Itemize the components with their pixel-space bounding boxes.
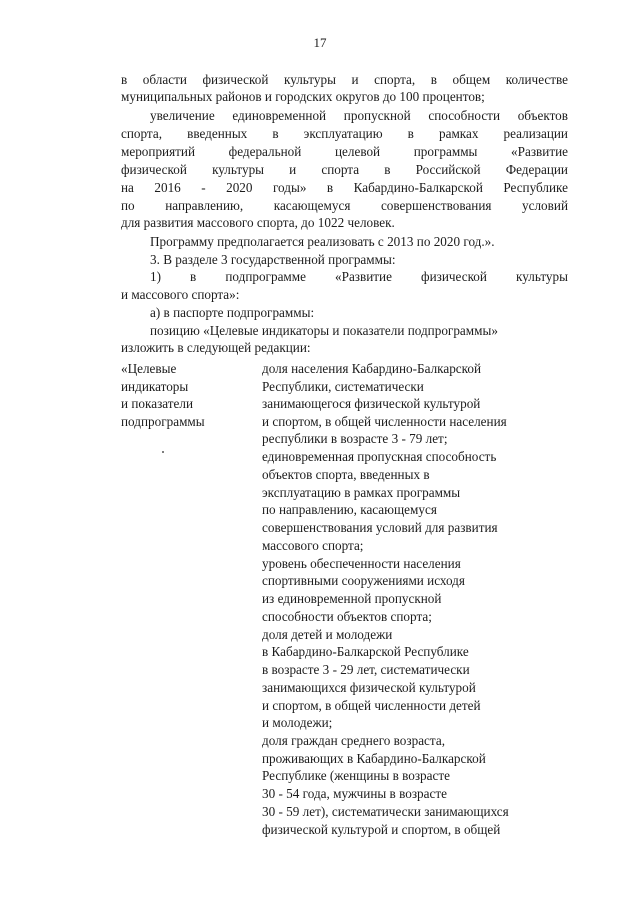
value-line: Республике (женщины в возрасте [262, 768, 450, 783]
paragraph-line: 3. В разделе 3 государственной программы: [150, 252, 396, 267]
paragraph-line: в области физической культуры и спорта, в общем количестве [121, 72, 568, 87]
paragraph-line: муниципальных районов и городских округов до 100 процентов; [121, 89, 485, 104]
value-line: Республики, систематически [262, 379, 424, 394]
paragraph-line: 1) в подпрограмме «Развитие физической культуры [150, 269, 568, 284]
paragraph-line: а) в паспорте подпрограммы: [150, 305, 315, 320]
paragraph-line: Программу предполагается реализовать с 2013 по 2020 год.». [150, 234, 495, 249]
value-line: в возрасте 3 - 29 лет, систематически [262, 662, 470, 677]
value-line: проживающих в Кабардино-Балкарской [262, 751, 486, 766]
paragraph-line: физической культуры и спорта в Российской Федерации [121, 162, 568, 177]
value-line: 30 - 54 года, мужчины в возрасте [262, 786, 447, 801]
value-line: доля населения Кабардино-Балкарской [262, 361, 482, 376]
paragraph-line: по направлению, касающемуся совершенствования условий [121, 198, 568, 213]
paragraph-line: спорта, введенных в эксплуатацию в рамках реализации [121, 126, 568, 141]
value-line: и спортом, в общей численности детей [262, 698, 481, 713]
value-line: единовременная пропускная способность [262, 449, 497, 464]
label-line: индикаторы [121, 379, 189, 394]
paragraph-line: увеличение единовременной пропускной способности объектов [150, 108, 568, 123]
label-line: «Целевые [121, 361, 177, 376]
page-number: 17 [313, 35, 327, 50]
value-line: эксплуатацию в рамках программы [262, 485, 461, 500]
value-line: способности объектов спорта; [262, 609, 432, 624]
value-line: в Кабардино-Балкарской Республике [262, 644, 469, 659]
paragraph-line: и массового спорта»: [121, 287, 240, 302]
value-line: уровень обеспеченности населения [262, 556, 461, 571]
paragraph-line: изложить в следующей редакции: [121, 340, 311, 355]
value-line: массового спорта; [262, 538, 364, 553]
value-line: доля граждан среднего возраста, [262, 733, 445, 748]
value-line: занимающегося физической культурой [262, 396, 481, 411]
value-line: занимающихся физической культурой [262, 680, 476, 695]
value-line: объектов спорта, введенных в [262, 467, 430, 482]
value-line: доля детей и молодежи [262, 627, 393, 642]
label-line: подпрограммы [121, 414, 205, 429]
value-line: по направлению, касающемуся [262, 502, 437, 517]
value-line: и молодежи; [262, 715, 333, 730]
paragraph-line: мероприятий федеральной целевой программы «Развитие [121, 144, 568, 159]
paragraph-line: позицию «Целевые индикаторы и показатели подпрограммы» [150, 323, 498, 338]
value-line: совершенствования условий для развития [262, 520, 498, 535]
paragraph-line: на 2016 - 2020 годы» в Кабардино-Балкарской Республике [121, 180, 568, 195]
value-line: республики в возрасте 3 - 79 лет; [262, 431, 448, 446]
value-line: 30 - 59 лет), систематически занимающихся [262, 804, 509, 819]
value-line: физической культурой и спортом, в общей [262, 822, 501, 837]
value-line: из единовременной пропускной [262, 591, 442, 606]
value-line: спортивными сооружениями исходя [262, 573, 465, 588]
scan-speck [162, 451, 164, 453]
value-line: и спортом, в общей численности населения [262, 414, 507, 429]
paragraph-line: для развития массового спорта, до 1022 человек. [121, 215, 395, 230]
label-line: и показатели [121, 396, 194, 411]
